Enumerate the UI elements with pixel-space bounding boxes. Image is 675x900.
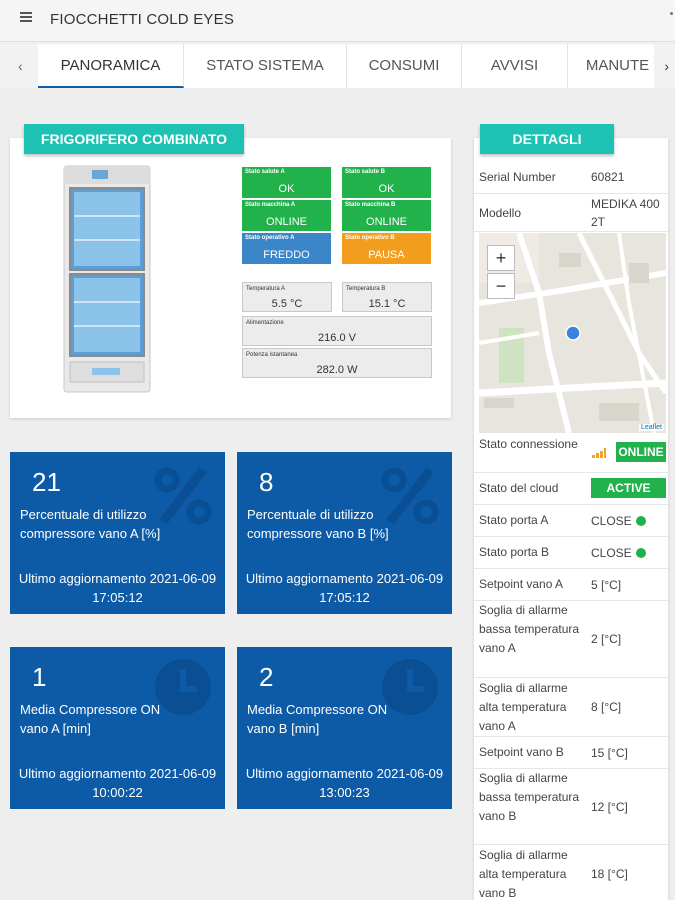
kpi-description: Percentuale di utilizzo compressore vano A [%]	[20, 507, 161, 541]
kpi-value: 21	[32, 467, 61, 497]
kpi-tile-usage-b	[237, 452, 452, 614]
location-marker-icon[interactable]	[565, 325, 581, 341]
details-card	[474, 138, 668, 900]
details-card-title: DETTAGLI	[480, 124, 614, 154]
status-dot-icon	[636, 548, 646, 558]
detail-row-setpoint-a: Setpoint vano A 5 [°C]	[474, 569, 668, 601]
status-machine-a: Stato macchina A ONLINE	[242, 200, 331, 231]
tab-bar	[0, 44, 675, 88]
status-operating-b: Stato operativo B PAUSA	[342, 233, 431, 264]
detail-row-high-alarm-b: Soglia di allarme alta temperatura vano B 18 [°C]	[479, 848, 628, 900]
detail-row-high-alarm-a: Soglia di allarme alta temperatura vano A 8 [°C]	[474, 678, 668, 737]
app-header	[0, 0, 675, 42]
tab-stato-sistema[interactable]: STATO SISTEMA	[184, 44, 347, 88]
detail-row-setpoint-b: Setpoint vano B 15 [°C]	[474, 737, 668, 769]
more-icon[interactable]	[670, 12, 673, 15]
detail-row-door-b: Stato porta B CLOSE	[474, 537, 668, 569]
tab-panoramica[interactable]: PANORAMICA	[38, 44, 184, 88]
detail-row-serial: Serial Number 60821	[474, 162, 668, 194]
kpi-tile-compressor-b	[237, 647, 452, 809]
status-dot-icon	[636, 516, 646, 526]
detail-row-low-alarm-a: Soglia di allarme bassa temperatura vano A 2 [°C]	[474, 601, 668, 678]
kpi-updated: Ultimo aggiornamento 2021-06-09 17:05:12	[245, 571, 444, 605]
fridge-card	[10, 138, 451, 418]
kpi-value: 8	[259, 467, 274, 497]
instant-power: Potenza istantanea 282.0 W	[242, 348, 432, 378]
kpi-description: Percentuale di utilizzo compressore vano B [%]	[247, 507, 389, 541]
map-attribution[interactable]: Leaflet	[640, 424, 662, 431]
detail-row-cloud: Stato del cloud ACTIVE	[474, 473, 668, 505]
kpi-description: Media Compressore ON vano A [min]	[20, 702, 161, 736]
status-operating-a: Stato operativo A FREDDO	[242, 233, 331, 264]
detail-row-connection: Stato connessione ONLINE	[474, 435, 668, 473]
tabs	[38, 44, 654, 88]
signal-icon	[592, 448, 606, 458]
kpi-value: 1	[32, 662, 47, 692]
detail-row-door-a: Stato porta A CLOSE	[474, 505, 668, 537]
tab-consumi[interactable]: CONSUMI	[347, 44, 462, 88]
tab-scroll-right-icon[interactable]: ›	[664, 58, 669, 74]
map-zoom-in-button[interactable]: +	[487, 245, 515, 271]
kpi-updated: Ultimo aggiornamento 2021-06-09 10:00:22	[18, 766, 217, 800]
location-map[interactable]	[479, 233, 666, 433]
fridge-image	[62, 164, 152, 394]
tab-avvisi[interactable]: AVVISI	[462, 44, 568, 88]
power-supply: Alimentazione 216.0 V	[242, 316, 432, 346]
kpi-tile-usage-a	[10, 452, 225, 614]
status-machine-b: Stato macchina B ONLINE	[342, 200, 431, 231]
tab-manutenzione[interactable]: MANUTE	[568, 44, 654, 88]
status-health-b: Stato salute B OK	[342, 167, 431, 198]
detail-row-low-alarm-b: Soglia di allarme bassa temperatura vano B 12 [°C]	[474, 769, 668, 845]
kpi-updated: Ultimo aggiornamento 2021-06-09 17:05:12	[18, 571, 217, 605]
connection-status-badge: ONLINE	[616, 442, 666, 462]
cloud-status-badge: ACTIVE	[591, 478, 666, 498]
temperature-b: Temperatura B 15.1 °C	[342, 282, 432, 312]
kpi-description: Media Compressore ON vano B [min]	[247, 702, 388, 736]
map-zoom-out-button[interactable]: −	[487, 273, 515, 299]
door-a-status: CLOSE	[591, 514, 632, 528]
fridge-card-title: FRIGORIFERO COMBINATO	[24, 124, 244, 154]
status-health-a: Stato salute A OK	[242, 167, 331, 198]
detail-row-model: Modello MEDIKA 400 2T	[474, 194, 668, 232]
menu-icon[interactable]	[20, 12, 32, 24]
kpi-updated: Ultimo aggiornamento 2021-06-09 13:00:23	[245, 766, 444, 800]
door-b-status: CLOSE	[591, 546, 632, 560]
tab-scroll-left-icon[interactable]: ‹	[18, 58, 23, 74]
kpi-value: 2	[259, 662, 274, 692]
app-title: FIOCCHETTI COLD EYES	[50, 11, 235, 28]
kpi-tile-compressor-a	[10, 647, 225, 809]
temperature-a: Temperatura A 5.5 °C	[242, 282, 332, 312]
